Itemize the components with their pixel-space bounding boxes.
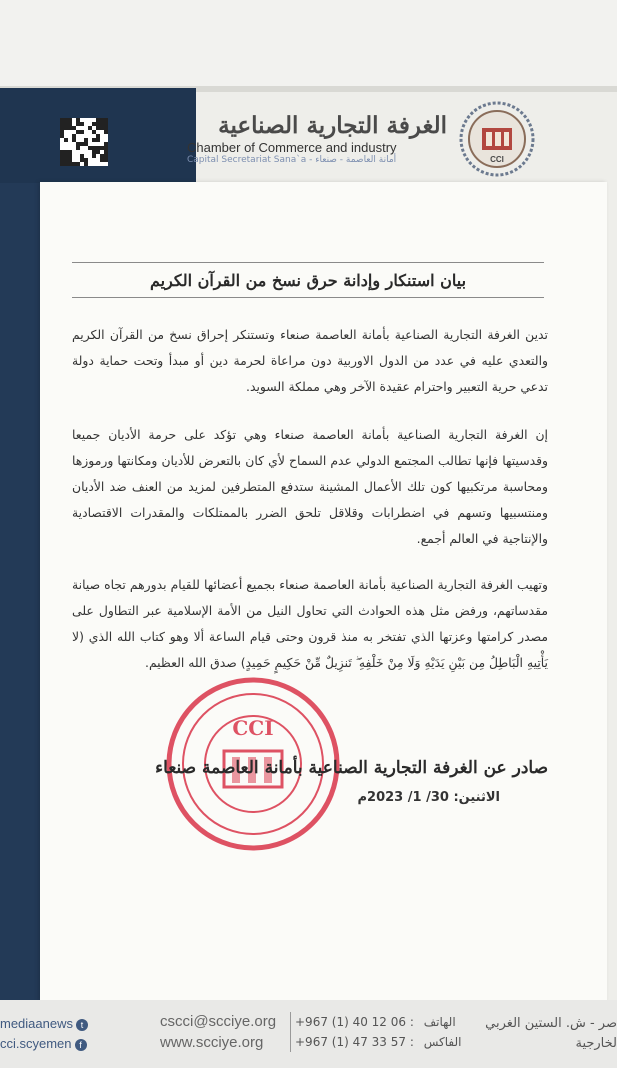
footer-social <box>0 1014 140 1054</box>
org-name-english: Chamber of Commerce and industry <box>187 140 397 155</box>
social-facebook[interactable]: cci.scyemen f <box>0 1034 140 1054</box>
qr-code-icon <box>60 118 108 166</box>
qr-module <box>76 162 80 166</box>
qr-module <box>104 158 108 162</box>
qr-module <box>64 138 68 142</box>
address-line-1: صر - ش. الستين الغربي <box>485 1016 617 1031</box>
qr-module <box>92 154 96 158</box>
qr-module <box>76 146 80 150</box>
footer-website[interactable]: www.scciye.org <box>160 1034 264 1051</box>
qr-module <box>80 122 84 126</box>
paragraph-1: تدين الغرفة التجارية الصناعية بأمانة العاصمة صنعاء وتستنكر إحراق نسخ من القرآن الكريم والتعدي عليه في عدد من الدول الاوربية دون مراعاة لحرمة دين أو مبدأ وتحت حماية دولة تدعي حرية التعبير واحترام عقيدة الآخر وهي مملكة السويد. <box>72 327 548 394</box>
issuer-line: صادر عن الغرفة التجارية الصناعية بأمانة العاصمة صنعاء <box>155 758 548 778</box>
background-top <box>0 0 617 90</box>
fax-label: الفاكس <box>423 1035 462 1049</box>
footer-email[interactable]: cscci@scciye.org <box>160 1013 277 1030</box>
statement-title: بيان استنكار وإدانة حرق نسخ من القرآن الكريم <box>149 271 467 290</box>
chamber-logo <box>458 100 536 178</box>
logo-text: CCI <box>490 155 504 164</box>
twitter-icon: t <box>76 1019 88 1031</box>
address-line-2: لخارجية <box>575 1036 617 1051</box>
title-rule-top <box>72 262 544 263</box>
qr-module <box>96 138 100 142</box>
fax-number: +967 (1) 47 33 57 : <box>295 1035 414 1049</box>
footer-address <box>468 1014 617 1054</box>
stamp-text: CCI <box>232 716 274 740</box>
statement-date: الاثنين: 30/ 1/ 2023م <box>357 790 500 805</box>
qr-module <box>84 162 88 166</box>
title-rule-bottom <box>72 297 544 298</box>
footer-web <box>160 1011 290 1053</box>
org-subtitle: Capital Secretariat Sana`a - أمانة العاصمة - صنعاء <box>187 155 397 165</box>
facebook-icon: f <box>75 1039 87 1051</box>
paragraph-3: وتهيب الغرفة التجارية الصناعية بأمانة العاصمة صنعاء بجميع أعضائها للقيام بدورهم تجاه صيانة مقدساتهم، ورفض مثل هذه الحوادث التي تحاول النيل من الأمة الإسلامية عبر التطاول على مصدر كرامتها وعزتها الذي تفتخر به منذ قرون وحتى قيام الساعة ألا وهو كتاب الله الذي (لا يَأْتِيهِ الْبَاطِلُ مِن بَيْنِ يَدَيْهِ وَلَا مِنْ خَلْفِهِ ۖ تَنزِيلٌ مِّنْ حَكِيمٍ حَمِيدٍ) صدق الله العظيم. <box>72 577 548 670</box>
letterhead-navy-stripe <box>0 183 40 1003</box>
social-twitter[interactable]: mediaanews t <box>0 1014 140 1034</box>
qr-module <box>80 130 84 134</box>
paragraph-2: إن الغرفة التجارية الصناعية بأمانة العاصمة صنعاء وهي تؤكد على حرمة الأديان جميعا وقدسيتها فإنها تطالب المجتمع الدولي عدم السماح لأي كان بالتعرض للأديان ومكانتها ورموزها ومحاسبة مرتكبيها كون تلك الأعمال المشينة ستدفع المتطرفين لمزيد من العنف ضد الأديان ومنتسبيها وتسهم في اضطرابات وقلاقل تلحق الضرر بالممتلكات والمقدرات الاقتصادية والإنتاجية في العالم أجمع. <box>72 427 548 546</box>
qr-module <box>104 130 108 134</box>
org-name-arabic: الغرفة التجارية الصناعية <box>218 112 447 139</box>
footer-phones <box>290 1012 475 1052</box>
phone-number: +967 (1) 40 12 06 : <box>295 1015 414 1029</box>
letterhead-text <box>187 112 447 165</box>
phone-label: الهاتف <box>423 1015 456 1029</box>
